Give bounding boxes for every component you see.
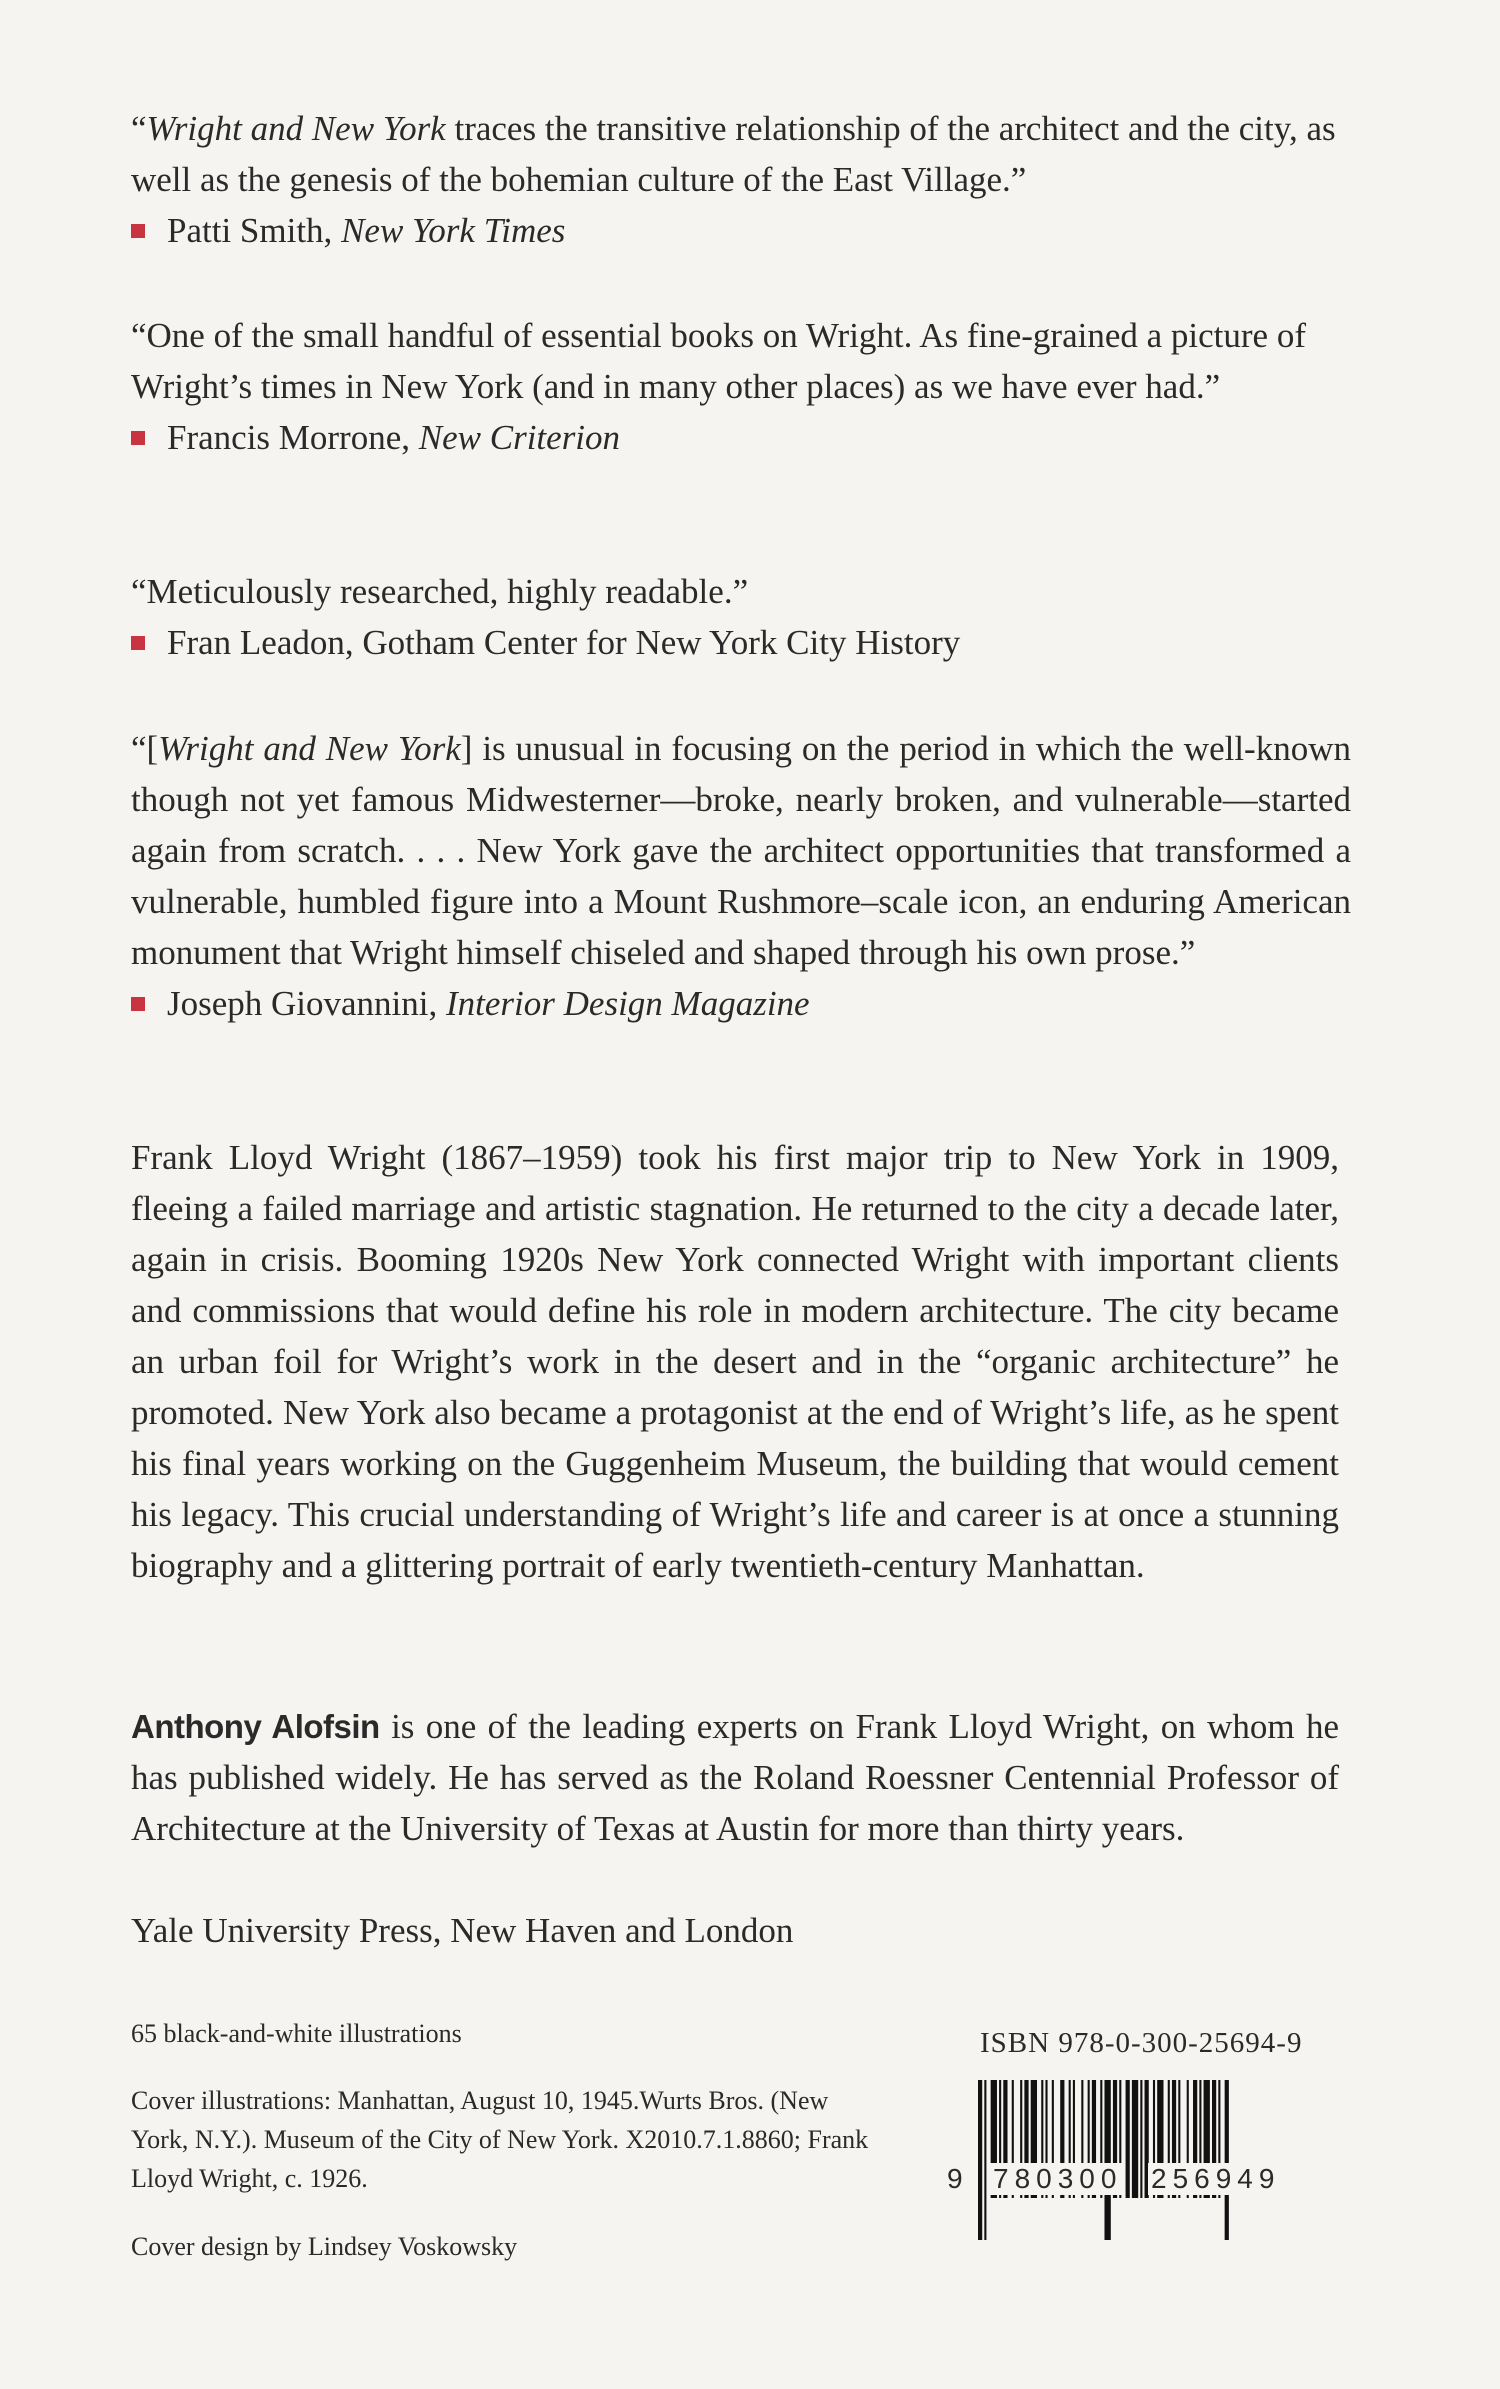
bullet-icon	[131, 224, 145, 238]
barcode-bar	[1132, 2080, 1138, 2198]
quote-attribution: Joseph Giovannini, Interior Design Magazine	[131, 978, 1351, 1029]
barcode-digits-left: 780300	[990, 2163, 1125, 2195]
review-quote-2	[131, 310, 1351, 463]
barcode-bar	[1225, 2080, 1229, 2240]
publisher-line: Yale University Press, New Haven and London	[131, 1911, 794, 1950]
quote-text: “Meticulously researched, highly readable.”	[131, 572, 749, 611]
quote-attribution: Patti Smith, New York Times	[131, 205, 1351, 256]
book-title: Wright and New York	[158, 729, 461, 768]
quote-attribution: Francis Morrone, New Criterion	[131, 412, 1351, 463]
review-quote-3	[131, 566, 1351, 668]
cover-illustrations-credit: Cover illustrations: Manhattan, August 10, 1945.Wurts Bros. (New York, N.Y.). Museum of the City of New York. X2010.7.1.8860; Frank Lloyd Wright, c. 1926.	[131, 2086, 869, 2193]
barcode-bar	[1104, 2080, 1110, 2240]
illustrations-note: 65 black-and-white illustrations	[131, 2019, 462, 2048]
bullet-icon	[131, 431, 145, 445]
isbn-barcode	[976, 2080, 1320, 2240]
book-description: Frank Lloyd Wright (1867–1959) took his first major trip to New York in 1909, fleeing a failed marriage and artistic stagnation. He returned to the city a decade later, again in crisis. Booming 1920s New York connected Wright with important clients and commissions that would define his role in modern architecture. The city became an urban foil for Wright’s work in the desert and in the “organic architecture” he promoted. New York also became a protagonist at the end of Wright’s life, as he spent his final years working on the Guggenheim Museum, the building that would cement his legacy. This crucial understanding of Wright’s life and career is at once a stunning biography and a glittering portrait of early twentieth-century Manhattan.	[131, 1138, 1339, 1585]
barcode-lead-digit: 9	[944, 2163, 972, 2195]
isbn-label: ISBN 978-0-300-25694-9	[980, 2027, 1303, 2059]
bullet-icon	[131, 636, 145, 650]
barcode-bar	[978, 2080, 982, 2240]
quote-attribution: Fran Leadon, Gotham Center for New York City History	[131, 617, 1351, 668]
review-quote-1	[131, 103, 1351, 256]
barcode-bar	[1126, 2080, 1130, 2198]
bullet-icon	[131, 997, 145, 1011]
book-title: Wright and New York	[146, 109, 446, 148]
quote-text: “Wright and New York traces the transitive relationship of the architect and the city, as well as the genesis of the bohemian culture of the East Village.”	[131, 109, 1336, 199]
barcode-digits-right: 256949	[1148, 2163, 1283, 2195]
quote-text: “[Wright and New York] is unusual in focusing on the period in which the well-known though not yet famous Midwesterner—broke, nearly broken, and vulnerable—started again from scratch. . . . New York gave the architect opportunities that transformed a vulnerable, humbled figure into a Mount Rushmore–scale icon, an enduring American monument that Wright himself chiseled and shaped through his own prose.”	[131, 729, 1351, 972]
author-name: Anthony Alofsin	[131, 1708, 380, 1745]
quote-text: “One of the small handful of essential books on Wright. As fine-grained a picture of Wright’s times in New York (and in many other places) as we have ever had.”	[131, 316, 1306, 406]
barcode-bar	[984, 2080, 986, 2240]
cover-design-credit: Cover design by Lindsey Voskowsky	[131, 2232, 518, 2261]
barcode-bar	[1140, 2080, 1142, 2198]
author-bio: Anthony Alofsin is one of the leading experts on Frank Lloyd Wright, on whom he has published widely. He has served as the Roland Roessner Centennial Professor of Architecture at the University of Texas at Austin for more than thirty years.	[131, 1707, 1340, 1848]
review-quote-4	[131, 723, 1351, 1029]
